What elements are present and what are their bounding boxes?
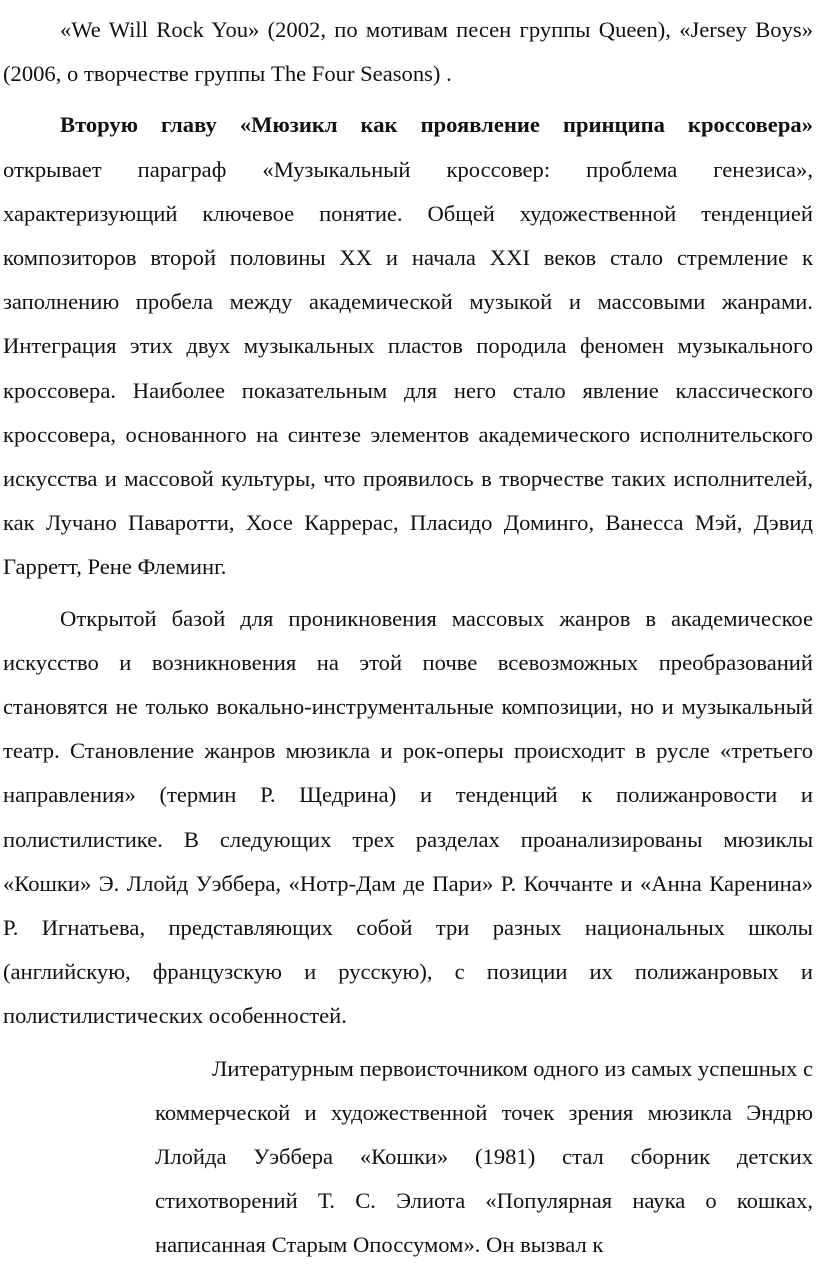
paragraph-text: Литературным первоисточником одного из самых успешных с коммерческой и художественной точек зрения мюзикла Эндрю Ллойда Уэббера «Кошки» (1981) стал сборник детских стихотворений Т. С. Элиота «Популярная наука о кошках, написанная Старым Опоссумом». Он вызвал к xyxy=(155,1055,813,1258)
paragraph-text: «We Will Rock You» (2002, по мотивам песен группы Queen), «Jersey Boys» (2006, о творчестве группы The Four Seasons) . xyxy=(3,17,813,87)
paragraph-text: открывает параграф «Музыкальный кроссовер: проблема генезиса», характеризующий ключевое понятие. Общей художественной тенденцией композиторов второй половины XX и начала XXI веков стало стремление к заполнению пробела между академической музыкой и массовыми жанрами. Интеграция этих двух музыкальных пластов породила феномен музыкального кроссовера. Наиболее показательным для него стало явление классического кроссовера, основанного на синтезе элементов академического исполнительского искусства и массовой культуры, что проявилось в творчестве таких исполнителей, как Лучано Паваротти, Хосе Каррерас, Пласидо Доминго, Ванесса Мэй, Дэвид Гарретт, Рене Флеминг. xyxy=(3,156,813,580)
chapter-title-bold: Вторую главу «Мюзикл как проявление принципа кроссовера» xyxy=(60,112,813,138)
paragraph-musicals-list xyxy=(3,8,813,96)
paragraph-literary-source xyxy=(155,1047,813,1268)
paragraph-open-base xyxy=(3,597,813,1039)
paragraph-text: Открытой базой для проникновения массовых жанров в академическое искусство и возникновения на этой почве всевозможных преобразований становятся не только вокально-инструментальные композиции, но и музыкальный театр. Становление жанров мюзикла и рок-оперы происходит в русле «третьего направления» (термин Р. Щедрина) и тенденций к полижанровости и полистилистике. В следующих трех разделах проанализированы мюзиклы «Кошки» Э. Ллойд Уэббера, «Нотр-Дам де Пари» Р. Коччанте и «Анна Каренина» Р. Игнатьева, представляющих собой три разных национальных школы (английскую, французскую и русскую), с позиции их полижанровых и полистилистических особенностей. xyxy=(3,605,813,1029)
paragraph-chapter-two-intro xyxy=(3,103,813,589)
